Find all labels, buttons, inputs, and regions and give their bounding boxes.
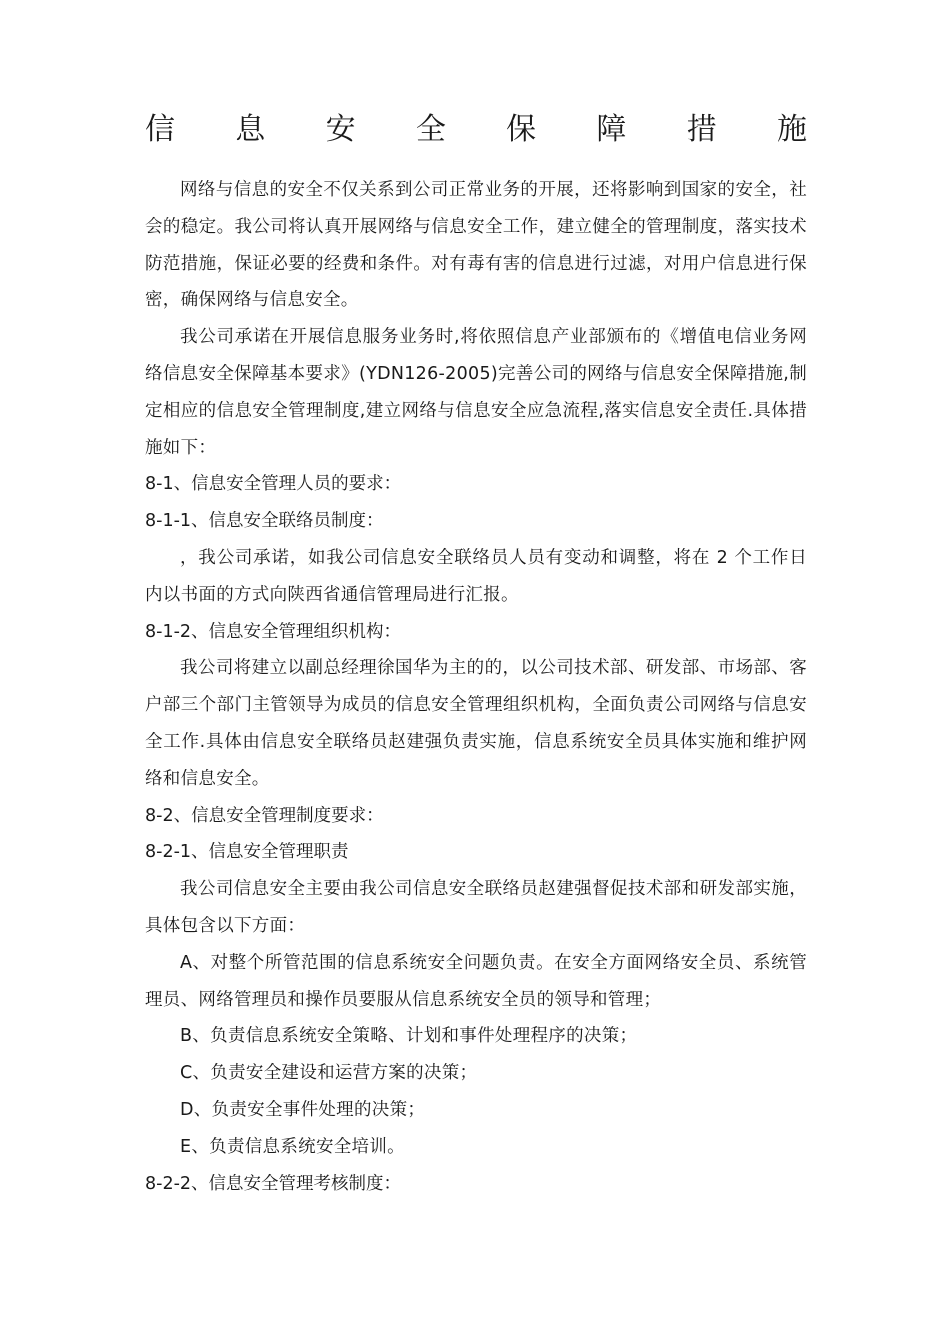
document-title [145, 108, 807, 152]
title-char: 全 [415, 112, 446, 147]
title-char: 措 [686, 112, 717, 147]
section-heading-8-1-2: 8-1-2、信息安全管理组织机构： [145, 621, 402, 642]
section-heading-8-2-1: 8-2-1、信息安全管理职责 [145, 842, 349, 863]
section-heading-8-1: 8-1、信息安全管理人员的要求： [145, 474, 402, 495]
section-heading-8-1-1: 8-1-1、信息安全联络员制度： [145, 511, 384, 532]
title-char: 息 [235, 112, 266, 147]
list-item-b: B、负责信息系统安全策略、计划和事件处理程序的决策； [180, 1026, 638, 1047]
title-char: 保 [506, 112, 537, 147]
title-char: 障 [596, 112, 627, 147]
section-heading-8-2-2: 8-2-2、信息安全管理考核制度： [145, 1173, 402, 1194]
list-item-d: D、负责安全事件处理的决策； [180, 1099, 426, 1120]
liaison-paragraph: ，我公司承诺，如我公司信息安全联络员人员有变动和调整，将在 2 个工作日内以书面的方式向陕西省通信管理局进行汇报。 [145, 547, 807, 605]
title-char: 安 [325, 112, 356, 147]
title-char: 施 [776, 112, 807, 147]
commitment-paragraph: 我公司承诺在开展信息服务业务时,将依照信息产业部颁布的《增值电信业务网络信息安全保障基本要求》(YDN126-2005)完善公司的网络与信息安全保障措施,制定相应的信息安全管理制度,建立网络与信息安全应急流程,落实信息安全责任.具体措施如下： [145, 327, 807, 458]
organization-paragraph: 我公司将建立以副总经理徐国华为主的的，以公司技术部、研发部、市场部、客户部三个部门主管领导为成员的信息安全管理组织机构，全面负责公司网络与信息安全工作.具体由信息安全联络员赵建强负责实施，信息系统安全员具体实施和维护网络和信息安全。 [145, 658, 807, 789]
list-item-c: C、负责安全建设和运营方案的决策； [180, 1063, 478, 1084]
document-page [145, 108, 807, 1202]
list-item-a: A、对整个所管范围的信息系统安全问题负责。在安全方面网络安全员、系统管理员、网络管理员和操作员要服从信息系统安全员的领导和管理； [145, 952, 807, 1010]
section-heading-8-2: 8-2、信息安全管理制度要求： [145, 805, 384, 826]
title-char: 信 [145, 112, 175, 147]
list-item-e: E、负责信息系统安全培训。 [180, 1136, 405, 1157]
intro-paragraph: 网络与信息的安全不仅关系到公司正常业务的开展，还将影响到国家的安全，社会的稳定。我公司将认真开展网络与信息安全工作，建立健全的管理制度，落实技术防范措施，保证必要的经费和条件。对有毒有害的信息进行过滤，对用户信息进行保密，确保网络与信息安全。 [145, 180, 807, 311]
responsibility-paragraph: 我公司信息安全主要由我公司信息安全联络员赵建强督促技术部和研发部实施，具体包含以下方面： [145, 879, 807, 936]
